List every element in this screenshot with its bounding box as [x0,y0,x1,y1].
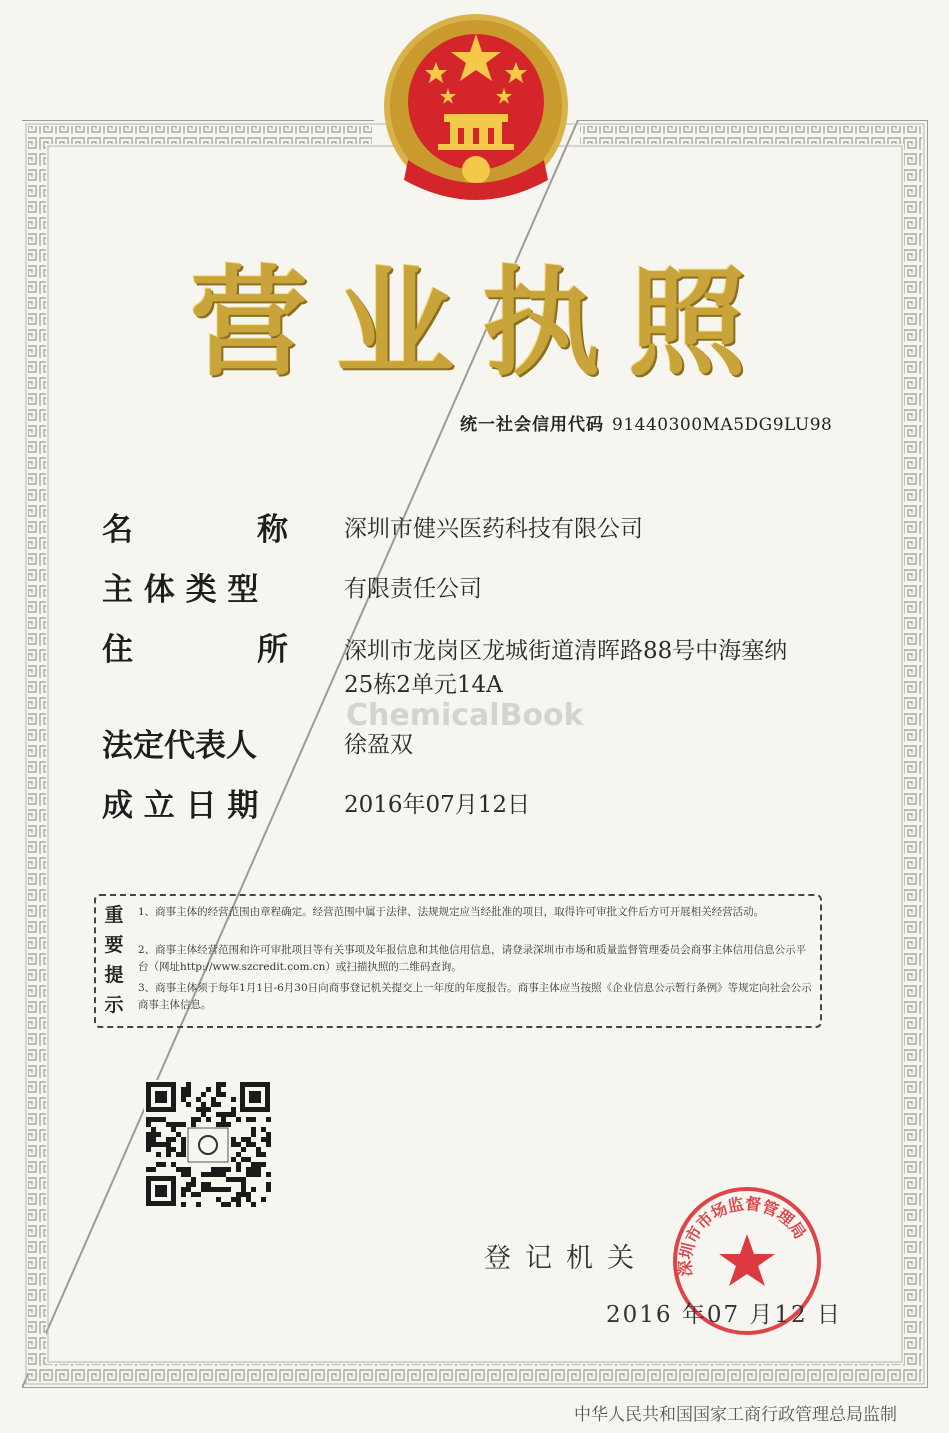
seal-text: 深圳市市场监督管理局 [675,1194,810,1277]
address-label: 住 所 [102,632,288,668]
type-value: 有限责任公司 [344,576,482,602]
credit-code-value: 91440300MA5DG9LU98 [612,415,833,435]
credit-code-label: 统一社会信用代码 [460,415,604,435]
notice-heading [102,900,126,1020]
legal-rep-value: 徐盈双 [344,732,413,758]
issue-date: 2016 年07 月12 日 [606,1302,842,1328]
type-label: 主 体 类 型 [102,572,259,608]
qr-code-icon[interactable] [144,1080,272,1208]
name-value: 深圳市健兴医药科技有限公司 [344,516,643,542]
footer-supervisor: 中华人民共和国国家工商行政管理总局监制 [574,1405,897,1425]
address-value-line2: 25栋2单元14A [344,672,503,698]
notice-item: 2、商事主体经营范围和许可审批项目等有关事项及年报信息和其他信用信息，请登录深圳市市场和质量监督管理委员会商事主体信用信息公示平台（网址http://www.szcredit.com.cn）或扫描执照的二维码查询。 [138,944,807,973]
notice-heading-char: 要 [104,934,124,956]
watermark: ChemicalBook [346,698,584,733]
notice-heading-char: 提 [104,964,124,986]
established-label: 成 立 日 期 [102,788,259,824]
address-value-line1: 深圳市龙岗区龙城街道清晖路88号中海塞纳 [344,638,788,664]
document-title: 营业执照 [190,253,775,392]
notice-heading-char: 示 [104,994,124,1016]
established-value: 2016年07月12日 [344,792,531,818]
notice-heading-char: 重 [104,904,124,926]
national-emblem-icon [378,10,574,210]
credit-code [460,410,832,435]
legal-rep-label: 法定代表人 [102,728,257,764]
important-notice [94,894,822,1028]
notice-item: 3、商事主体须于每年1月1日-6月30日向商事登记机关提交上一年度的年度报告。商事主体应当按照《企业信息公示暂行条例》等规定向社会公示商事主体信息。 [138,982,812,1011]
name-label: 名 称 [102,512,288,548]
registration-authority-label: 登记机关 [484,1243,648,1274]
notice-item: 1、商事主体的经营范围由章程确定。经营范围中属于法律、法规规定应当经批准的项目，取得许可审批文件后方可开展相关经营活动。 [138,906,765,918]
